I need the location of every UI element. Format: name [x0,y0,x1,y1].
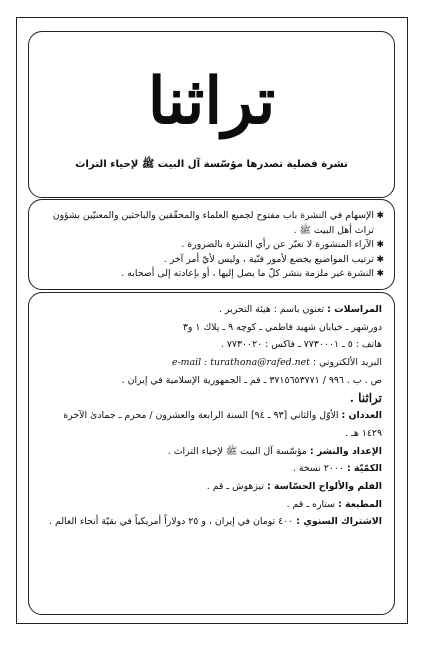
logo-title: تراثنا [147,64,276,139]
phone-label: هاتف : [355,339,382,351]
publication-info [41,301,382,531]
phone-row [41,336,382,354]
films-row [41,478,382,496]
quantity-value: ٢٠٠٠ نسخة . [292,463,345,475]
press-value: ستاره ـ قم . [286,498,336,510]
notes-list [39,209,384,282]
issue-row [41,407,382,442]
phone-value: ٥ ـ ٧٧٣٠٠٠١ ـ فاكس : ٧٧٣٠٠٢٠ . [220,339,353,351]
films-label: الفلم والألواح الحسّاسة : [266,481,382,493]
email-link[interactable]: e-mail : turathona@rafed.net [171,357,310,369]
note-item: ✱ النشرة غير ملزمة بنشر كلّ ما يصل إليها ، أو بإعادته إلى أصحابه . [39,267,384,282]
quantity-label: الكمّيّة : [347,463,382,475]
press-row [41,496,382,514]
email-row [41,354,382,372]
subscription-value: ٤٠٠ تومان في إيران ، و ٢٥ دولاراً أمريكياً في بقيّة أنحاء العالم . [49,516,294,528]
star-bullet-icon: ✱ [376,211,384,221]
issue-value: الأوّل والثاني [٩٣ ـ ٩٤] السنة الرابعة والعشرون / محرم ـ جمادىٰ الآخرة ١٤٢٩ هـ . [63,410,382,439]
publisher-label: الإعداد والنشر : [309,445,382,457]
star-bullet-icon: ✱ [376,269,384,280]
address-row: دورشهر ـ خيابان شهيد فاطمي ـ كوچه ٩ ـ پلاك ١ و٣ [182,321,382,333]
films-value: تيزهوش ـ قم . [206,481,264,493]
correspondence-label: المراسلات : [327,304,382,315]
header-box [28,31,395,198]
publisher-row [41,443,382,461]
subtitle: نشرة فصلية تصدرها مؤسّسة آل البيت ﷺ لإحياء التراث [75,159,348,170]
issue-label: العددان : [341,410,382,422]
subscription-row [41,513,382,531]
correspondence-value: تعنون باسم : هيئة التحرير . [218,304,325,315]
press-label: المطبعة : [338,498,382,510]
star-bullet-icon: ✱ [376,254,384,265]
info-box [28,292,395,615]
subscription-label: الاشتراك السنوي : [296,516,382,528]
quantity-row [41,460,382,478]
notes-box [28,199,395,290]
correspondence-row [41,301,382,319]
pobox-row: ص . ب . ٩٩٦ / ٣٧١٥٦٥٣٧٧١ ـ قم ـ الجمهورية الإسلامية في إيران . [121,374,382,386]
brand-name: تراثنا . [349,390,382,405]
note-item: ✱ الآراء المنشورة لا تعبّر عن رأي النشرة بالضرورة . [39,238,384,253]
star-bullet-icon: ✱ [376,240,384,251]
note-item: ✱ الإسهام في النشرة باب مفتوح لجميع العلماء والمحقّقين والباحثين والمعنيّين بشؤون تراث أهل البيت ﷺ . [52,210,384,236]
note-item: ✱ ترتيب المواضيع يخضع لأمور فنّية ، وليس لأيّ أمر آخر . [39,253,384,268]
publisher-value: مؤسّسة آل البيت ﷺ لإحياء التراث . [167,445,307,457]
email-label: البريد الألكتروني : [312,357,382,369]
